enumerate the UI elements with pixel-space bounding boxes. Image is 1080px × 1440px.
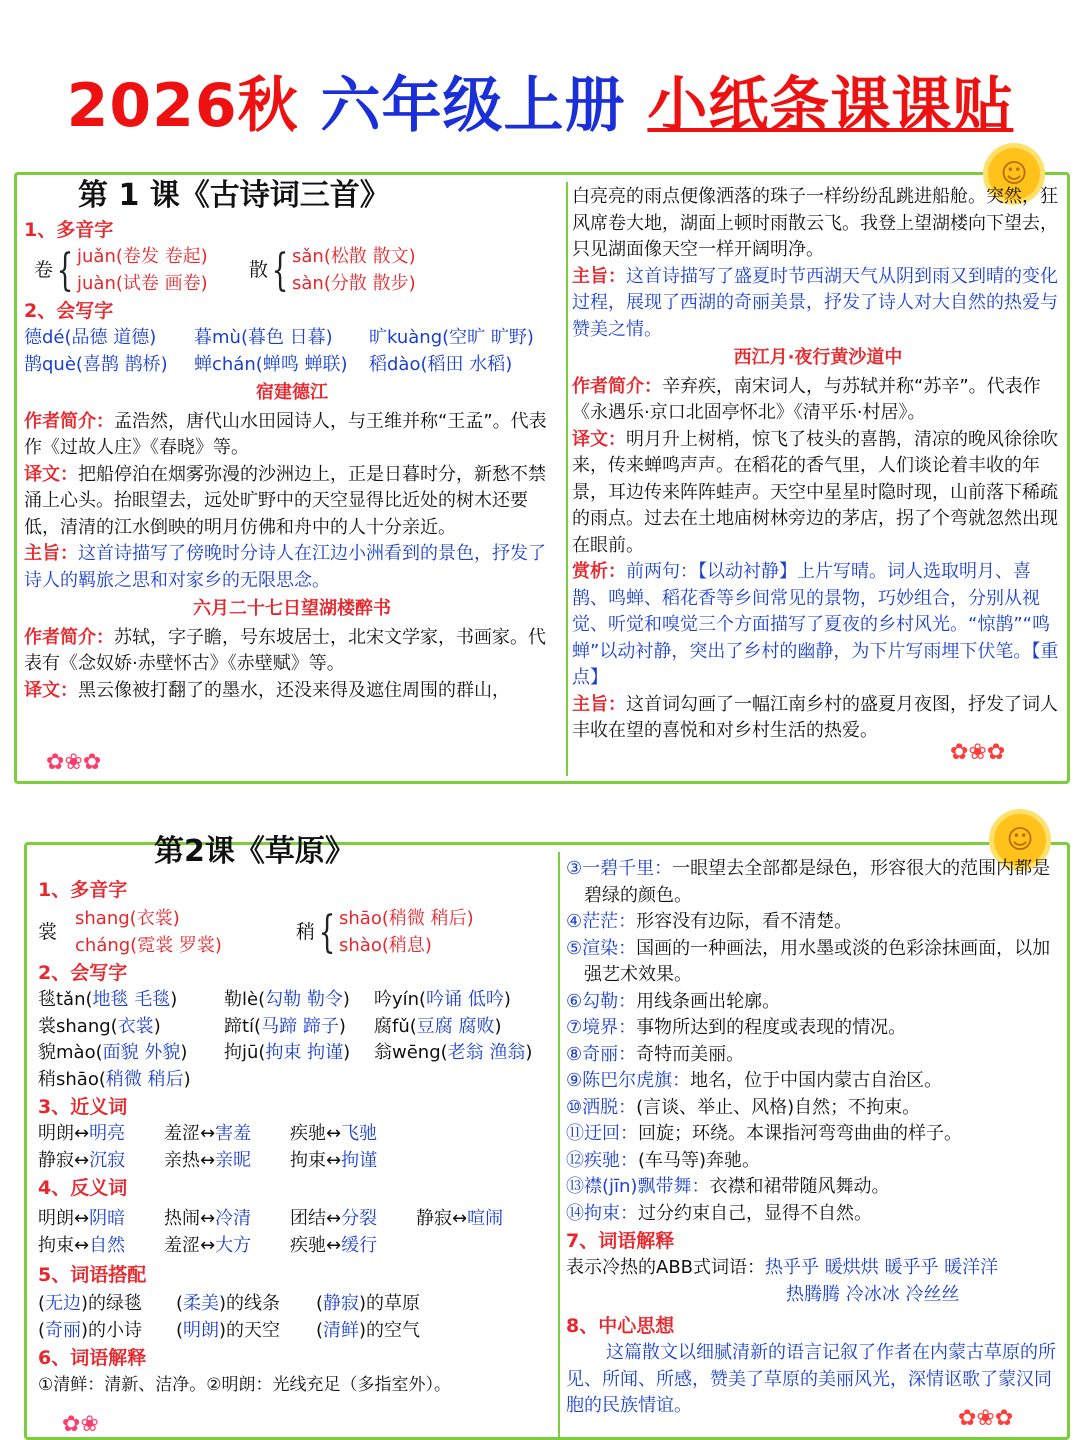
collocation-item: (清鲜)的空气 [316,1319,421,1341]
synonym-pair: 疾驰↔飞驰 [290,1123,378,1144]
write-row [38,1014,554,1041]
explanation-term: ④茫茫： [566,911,637,932]
abb-line: 热乎乎 暖烘烘 暖乎乎 暖洋洋 [765,1257,999,1278]
polyphone-char: 稍 [296,921,316,944]
polyphone-reading: sàn(分散 散步) [292,272,416,294]
polyphone-char: 散 [249,259,269,282]
synonym-row [38,1148,554,1175]
polyphone-reading: cháng(霓裳 罗裳) [75,934,222,956]
write-word: 勒lè(勾勒 勒令) [224,989,350,1010]
write-word: 裳shang(衣裳) [38,1015,161,1037]
synonym-pair: 静寂↔沉寂 [38,1149,126,1171]
polyphone-row [38,906,554,959]
explanation-list [566,856,1064,1227]
theme [572,692,1064,745]
lesson2-right-column [566,856,1064,1420]
polyphone-row [24,244,560,297]
theme [572,264,1064,344]
write-row [38,987,554,1014]
antonym-pair: 羞涩↔大方 [164,1234,252,1256]
word-explanation-section-title: 7、词语解释 [566,1230,675,1252]
explanation-term: ⑪迂回： [566,1123,638,1144]
polyphone-group [296,906,474,959]
lesson2-divider [558,852,560,1440]
author-label: 作者简介： [24,626,114,648]
lesson1-divider [566,182,568,776]
page-title [0,58,1080,144]
synonym-pair: 亲热↔亲昵 [164,1149,252,1171]
explanation-item [566,1015,1064,1042]
explanation-definition: (言谈、举止、风格)自然；不拘束。 [636,1096,921,1118]
explanation-term: ⑫疾驰： [566,1149,638,1171]
translation-text: 明月升上树梢，惊飞了枝头的喜鹊，清凉的晚风徐徐吹来，传来蝉鸣声声。在稻花的香气里，人们谈论着丰收的年景，耳边传来阵阵蛙声。天空中星星时隐时现，山前落下稀疏的雨点。过去在土地庙树林旁边的茅店，拐了个弯就忽然出现在眼前。 [572,428,1058,556]
title-part-year: 2026秋 [66,71,321,141]
lesson1-right-column [572,184,1064,745]
title-part-subject: 小纸条课课贴 [647,71,1014,141]
title-part-grade: 六年级上册 [320,71,648,141]
explanation-section-title: 6、词语解释 [38,1347,147,1369]
write-word: 蝉chán(蝉鸣 蝉联) [194,353,348,375]
explanation-item [566,1095,1064,1122]
translation [24,678,560,705]
write-row [38,1067,554,1094]
appreciation-label: 赏析： [572,561,626,582]
explanation-line: ①清鲜：清新、洁净。②明朗：光线充足（多指室外）。 [38,1375,451,1395]
write-row [24,325,560,352]
lesson2-left-column [38,832,554,1399]
explanation-item [566,989,1064,1016]
write-section-title: 2、会写字 [38,962,128,984]
explanation-definition: 回旋；环绕。本课指河弯弯曲曲的样子。 [638,1123,962,1144]
explanation-term: ⑭拘束： [566,1202,638,1224]
polyphone-reading: sǎn(松散 散文) [292,246,416,267]
antonym-pair: 静寂↔喧闹 [416,1208,504,1229]
write-word: 翁wēng(老翁 渔翁) [374,1042,533,1063]
translation-text: 把船停泊在烟雾弥漫的沙洲边上，正是日暮时分，新愁不禁涌上心头。抬眼望去，远处旷野中的天空显得比近处的树木还要低，清清的江水倒映的明月仿佛和舟中的人十分亲近。 [24,463,546,538]
antonym-pair: 疾驰↔缓行 [290,1234,378,1256]
polyphone-reading: juǎn(卷发 卷起) [77,246,208,267]
author-intro [24,409,560,462]
antonym-pair: 拘束↔自然 [38,1234,126,1256]
synonym-pair: 羞涩↔害羞 [164,1123,252,1144]
flower-icon: ✿❀ [62,1412,99,1437]
collocation-item: (明朗)的天空 [176,1319,281,1341]
lesson1-heading: 第 1 课《古诗词三首》 [78,178,390,213]
explanation-definition: 地名，位于中国内蒙古自治区。 [690,1070,943,1091]
abb-label: 表示冷热的ABB式词语： [566,1257,766,1278]
synonym-pair: 拘束↔拘谨 [290,1149,378,1171]
explanation-term: ⑦境界： [566,1017,637,1038]
polyphone-reading: shāo(稍微 稍后) [339,908,474,929]
sun-icon: ☺ [988,148,1040,200]
collocation-section-title: 5、词语搭配 [38,1264,147,1286]
appreciation-text: 前两句：【以动衬静】上片写晴。词人选取明月、喜鹊、鸣蝉、稻花香等乡间常见的景物，巧妙组合，分别从视觉、听觉和嗅觉三个方面描写了夏夜的乡村风光。“惊鹊”“鸣蝉”以动衬静，突出了乡村的幽静，为下片写雨埋下伏笔。【重点】 [572,561,1059,688]
explanation-term: ⑤渲染： [566,937,637,959]
explanation-item [566,1068,1064,1095]
polyphone-reading: shang(衣裳) [75,908,180,929]
write-word: 毯tǎn(地毯 毛毯) [38,989,178,1010]
translation-text: 黑云像被打翻了的墨水，还没来得及遮住周围的群山， [78,679,510,701]
write-word: 腐fǔ(豆腐 腐败) [374,1015,502,1037]
explanation-definition: 事物所达到的程度或表现的情况。 [636,1017,907,1038]
explanation-term: ⑥勾勒： [566,990,637,1012]
write-word: 鹊què(喜鹊 鹊桥) [24,353,168,375]
author-text: 苏轼，字子瞻，号东坡居士，北宋文学家，书画家。代表有《念奴娇·赤壁怀古》《赤壁赋》等。 [24,626,546,674]
explanation-term: ⑧奇丽： [566,1043,637,1065]
synonym-pair: 明朗↔明亮 [38,1123,126,1144]
antonym-pair: 热闹↔冷清 [164,1208,252,1229]
brace-icon: { [318,906,336,958]
polyphone-group [249,244,416,297]
write-word: 吟yín(吟诵 低吟) [374,989,511,1010]
theme [24,541,560,594]
collocation-item: (柔美)的线条 [176,1293,281,1314]
write-section-title: 2、会写字 [24,300,114,322]
antonym-section-title: 4、反义词 [38,1177,128,1199]
lesson1-left-column [24,176,560,704]
translation-label: 译文： [24,679,78,701]
explanation-term: ③一碧千里： [566,858,673,879]
write-row [38,1040,554,1067]
abb-words [566,1255,1064,1282]
explanation-item [566,1042,1064,1069]
explanation-definition: 国画的一种画法，用水墨或淡的色彩涂抹画面，以加强艺术效果。 [584,937,1051,985]
antonym-pair: 团结↔分裂 [290,1208,378,1229]
central-idea-section-title: 8、中心思想 [566,1315,675,1337]
central-idea-text: 这篇散文以细腻清新的语言记叙了作者在内蒙古草原的所见、所闻、所感，赞美了草原的美丽风光，深情讴歌了蒙汉同胞的民族情谊。 [566,1342,1056,1416]
theme-text: 这首诗描写了傍晚时分诗人在江边小洲看到的景色，抒发了诗人的羁旅之思和对家乡的无限思念。 [24,543,546,591]
synonym-row [38,1121,554,1148]
flower-icon: ✿❀✿ [958,1406,1014,1431]
translation [572,427,1064,560]
explanation-definition: (车马等)奔驰。 [638,1149,761,1171]
write-word: 旷kuàng(空旷 旷野) [369,327,534,348]
explanation-definition: 用线条画出轮廓。 [636,990,781,1012]
sun-icon: ☺ [994,814,1046,866]
theme-text: 这首诗描写了盛夏时节西湖天气从阴到雨又到晴的变化过程，展现了西湖的奇丽美景，抒发了诗人对大自然的热爱与赞美之情。 [572,265,1058,340]
explanation-definition: 形容没有边际，看不清楚。 [636,911,853,932]
polyphone-reading: shào(稍息) [339,934,432,956]
explanation-term: ⑬襟(jīn)飘带舞： [566,1176,710,1197]
author-intro [24,625,560,678]
poem-title: 西江月·夜行黄沙道中 [733,347,903,368]
poem-title: 六月二十七日望湖楼醉书 [193,598,391,619]
explanation-definition: 衣襟和裙带随风舞动。 [709,1176,890,1197]
collocation-row [38,1291,554,1318]
polyphone-char: 裳 [38,921,58,944]
synonym-section-title: 3、近义词 [38,1096,128,1118]
explanation-definition: 一眼望去全部都是绿色，形容很大的范围内都是碧绿的颜色。 [584,858,1051,906]
translation-label: 译文： [24,463,78,485]
write-word: 拘jū(拘束 拘谨) [224,1042,351,1063]
translation [24,462,560,542]
flower-icon: ✿❀✿ [46,750,102,775]
polyphone-group [38,906,296,959]
antonym-pair: 明朗↔阴暗 [38,1208,126,1229]
explanation-term: ⑩洒脱： [566,1096,637,1118]
poem-title: 宿建德江 [256,382,328,403]
theme-label: 主旨： [572,265,626,287]
write-word: 暮mù(暮色 日暮) [194,327,333,348]
explanation-definition: 奇特而美丽。 [636,1043,745,1065]
polyphone-section-title: 1、多音字 [24,219,114,241]
author-label: 作者简介： [572,375,662,397]
write-word: 稍shāo(稍微 稍后) [38,1068,191,1090]
explanation-item [566,856,1064,909]
abb-line: 热腾腾 冷冰冰 冷丝丝 [786,1283,960,1305]
brace-icon: { [271,244,289,296]
collocation-row [38,1318,554,1345]
flower-icon: ✿❀✿ [950,740,1006,765]
explanation-item [566,936,1064,989]
theme-label: 主旨： [24,543,78,564]
explanation-item [566,1148,1064,1175]
explanation-item [566,909,1064,936]
explanation-definition: 过分约束自己，显得不自然。 [638,1202,872,1224]
appreciation [572,559,1064,692]
write-word: 蹄tí(马蹄 蹄子) [224,1015,346,1037]
antonym-row [38,1206,554,1233]
lesson2-heading: 第2课《草原》 [154,834,355,869]
collocation-item: (无边)的绿毯 [38,1293,143,1314]
explanation-term: ⑨陈巴尔虎旗： [566,1070,691,1091]
author-text: 辛弃疾，南宋词人，与苏轼并称“苏辛”。代表作《永遇乐·京口北固亭怀北》《清平乐·村居》。 [572,375,1041,423]
write-word: 貌mào(面貌 外貌) [38,1042,188,1063]
antonym-row [38,1233,554,1260]
write-row [24,352,560,379]
author-label: 作者简介： [24,410,114,432]
explanation-item [566,1121,1064,1148]
translation-label: 译文： [572,428,626,450]
theme-label: 主旨： [572,693,626,715]
author-intro [572,374,1064,427]
author-text: 孟浩然，唐代山水田园诗人，与王维并称“王孟”。代表作《过故人庄》《春晓》等。 [24,410,547,458]
polyphone-char: 卷 [34,259,54,282]
brace-icon: { [56,244,74,296]
translation-continued: 白亮亮的雨点便像洒落的珠子一样纷纷乱跳进船舱。突然，狂风席卷大地，湖面上顿时雨散云飞。我登上望湖楼向下望去，只见湖面像天空一样开阔明净。 [572,186,1058,260]
explanation-item [566,1174,1064,1201]
theme-text: 这首词勾画了一幅江南乡村的盛夏月夜图，抒发了词人丰收在望的喜悦和对乡村生活的热爱。 [572,693,1058,741]
polyphone-group [34,244,249,297]
write-word: 德dé(品德 道德) [24,327,157,348]
explanation-item [566,1201,1064,1228]
polyphone-section-title: 1、多音字 [38,879,128,901]
collocation-item: (奇丽)的小诗 [38,1319,143,1341]
polyphone-reading: juàn(试卷 画卷) [77,272,208,294]
collocation-item: (静寂)的草原 [316,1293,421,1314]
write-word: 稻dào(稻田 水稻) [369,353,513,375]
